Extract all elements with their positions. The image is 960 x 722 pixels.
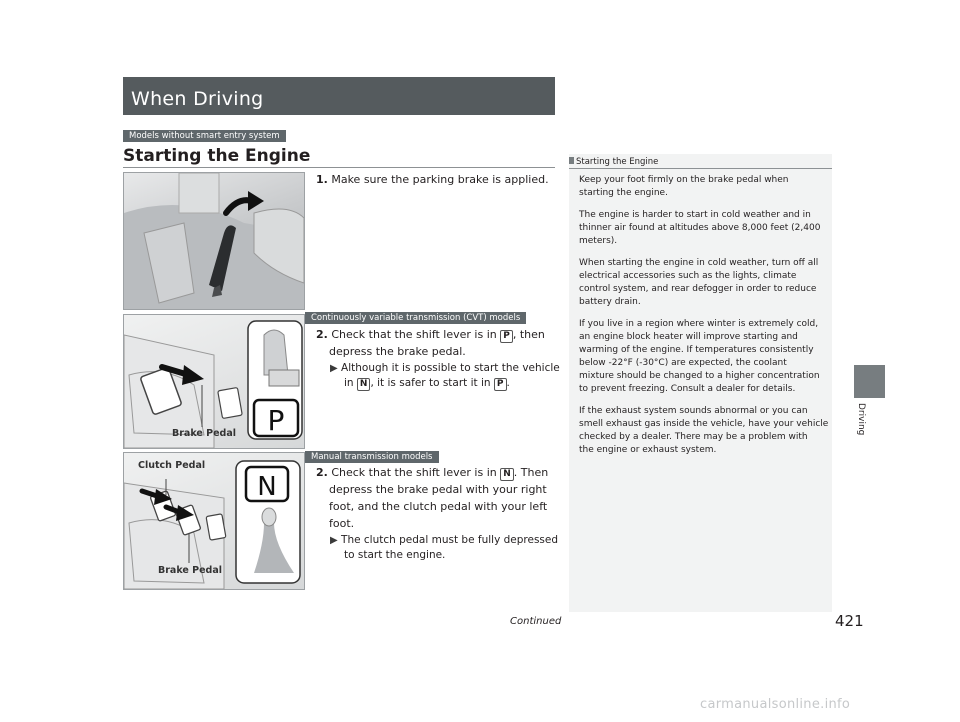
step-2-mt-sub-line2: to start the engine. — [344, 549, 446, 561]
gear-p-callout: P — [267, 404, 285, 437]
step-2-manual — [316, 464, 561, 563]
step-2-mt-sub-line1: The clutch pedal must be fully depressed — [341, 534, 559, 546]
note-2-line-2: thinner air found at altitudes above 8,000 feet (2,400 — [579, 223, 821, 233]
models-tag-manual: Manual transmission models — [305, 451, 439, 463]
heading-divider — [123, 167, 555, 168]
note-3-line-1: When starting the engine in cold weather, turn off all — [579, 258, 819, 268]
step-1 — [316, 171, 549, 188]
section-title: When Driving — [131, 88, 264, 110]
sidebar-heading-text: Starting the Engine — [576, 157, 659, 167]
note-5-line-2: smell exhaust gas inside the vehicle, have your vehicle — [579, 419, 829, 429]
key-n-symbol: N — [357, 378, 371, 391]
step-2-cvt-sub-line1: Although it is possible to start the vehicle — [341, 362, 560, 374]
note-4 — [579, 318, 829, 396]
step-1-text: Make sure the parking brake is applied. — [331, 173, 549, 186]
step-2-mt-line4: foot. — [329, 517, 355, 530]
note-marker-icon — [569, 157, 574, 164]
bullet-arrow-icon-mt: ▶ — [330, 535, 338, 546]
note-2-line-1: The engine is harder to start in cold weather and in — [579, 210, 811, 220]
note-5-line-4: the engine or exhaust system. — [579, 445, 717, 455]
note-2 — [579, 209, 829, 248]
step-2-cvt-text: Check that the shift lever is in — [331, 328, 497, 341]
note-1 — [579, 174, 829, 200]
sidebar-heading — [569, 157, 658, 167]
models-tag-cvt: Continuously variable transmission (CVT) models — [305, 312, 526, 324]
note-5 — [579, 405, 829, 457]
gear-n-callout: N — [257, 472, 277, 502]
note-4-line-2: an engine block heater will improve starting and — [579, 332, 798, 342]
step-2-cvt-sub-pre: in — [344, 377, 354, 389]
step-2-cvt-number: 2. — [316, 328, 328, 341]
note-3-line-2: electrical accessories such as the lights, climate — [579, 271, 797, 281]
step-1-number: 1. — [316, 173, 328, 186]
step-2-mt-line3: foot, and the clutch pedal with your left — [329, 500, 548, 513]
note-1-line-1: Keep your foot firmly on the brake pedal when — [579, 175, 789, 185]
note-1-line-2: starting the engine. — [579, 188, 668, 198]
step-2-cvt-line2: depress the brake pedal. — [329, 345, 466, 358]
key-n-symbol-mt: N — [500, 468, 514, 481]
pull-arrow-icon — [248, 191, 264, 211]
note-4-line-6: to prevent freezing. Consult a dealer for details. — [579, 384, 796, 394]
note-3-line-4: battery drain. — [579, 297, 641, 307]
step-2-mt-text: Check that the shift lever is in — [331, 466, 497, 479]
chapter-label — [856, 403, 882, 463]
note-4-line-4: below -22°F (-30°C) are expected, the coolant — [579, 358, 787, 368]
step-2-cvt-sub-post: . — [506, 377, 510, 389]
mt-brake-pedal-label: Brake Pedal — [158, 565, 223, 576]
key-p-symbol: P — [500, 330, 513, 343]
note-5-line-3: checked by a dealer. There may be a problem with — [579, 432, 808, 442]
continued-label: Continued — [510, 616, 562, 627]
step-2-mt-sub — [316, 533, 561, 563]
step-2-cvt-sub-mid: , it is safer to start it in — [370, 377, 491, 389]
note-4-line-3: warming of the engine. If temperatures consistently — [579, 345, 814, 355]
cvt-brake-pedal-label: Brake Pedal — [172, 428, 237, 439]
parking-brake-illustration — [124, 173, 304, 309]
note-4-line-1: If you live in a region where winter is extremely cold, — [579, 319, 819, 329]
note-5-line-1: If the exhaust system sounds abnormal or you can — [579, 406, 808, 416]
note-4-line-5: mixture should be changed to a higher concentration — [579, 371, 820, 381]
chapter-tab — [854, 365, 885, 398]
step-2-mt-number: 2. — [316, 466, 328, 479]
mt-clutch-pedal-label: Clutch Pedal — [138, 460, 206, 471]
step-2-cvt-text-end: , then — [512, 328, 545, 341]
step-2-cvt-sub-line2 — [330, 376, 561, 391]
key-p-symbol-2: P — [494, 378, 507, 391]
parking-brake-figure — [123, 172, 305, 310]
step-2-cvt — [316, 326, 561, 391]
note-3-line-3: control system, and rear defogger in order to reduce — [579, 284, 817, 294]
page-heading: Starting the Engine — [123, 146, 311, 166]
sidebar-notes — [579, 174, 829, 457]
page-number: 421 — [835, 612, 864, 630]
sidebar-divider — [569, 168, 832, 169]
note-2-line-3: meters). — [579, 236, 618, 246]
step-2-cvt-sub — [316, 361, 561, 391]
watermark: carmanualsonline.info — [700, 697, 851, 712]
models-tag-no-smart-entry: Models without smart entry system — [123, 130, 286, 142]
chapter-label-text: Driving — [856, 403, 866, 436]
step-2-mt-line2: depress the brake pedal with your right — [329, 483, 547, 496]
bullet-arrow-icon: ▶ — [330, 363, 338, 374]
step-2-mt-text-end: . Then — [513, 466, 549, 479]
note-3 — [579, 257, 829, 309]
